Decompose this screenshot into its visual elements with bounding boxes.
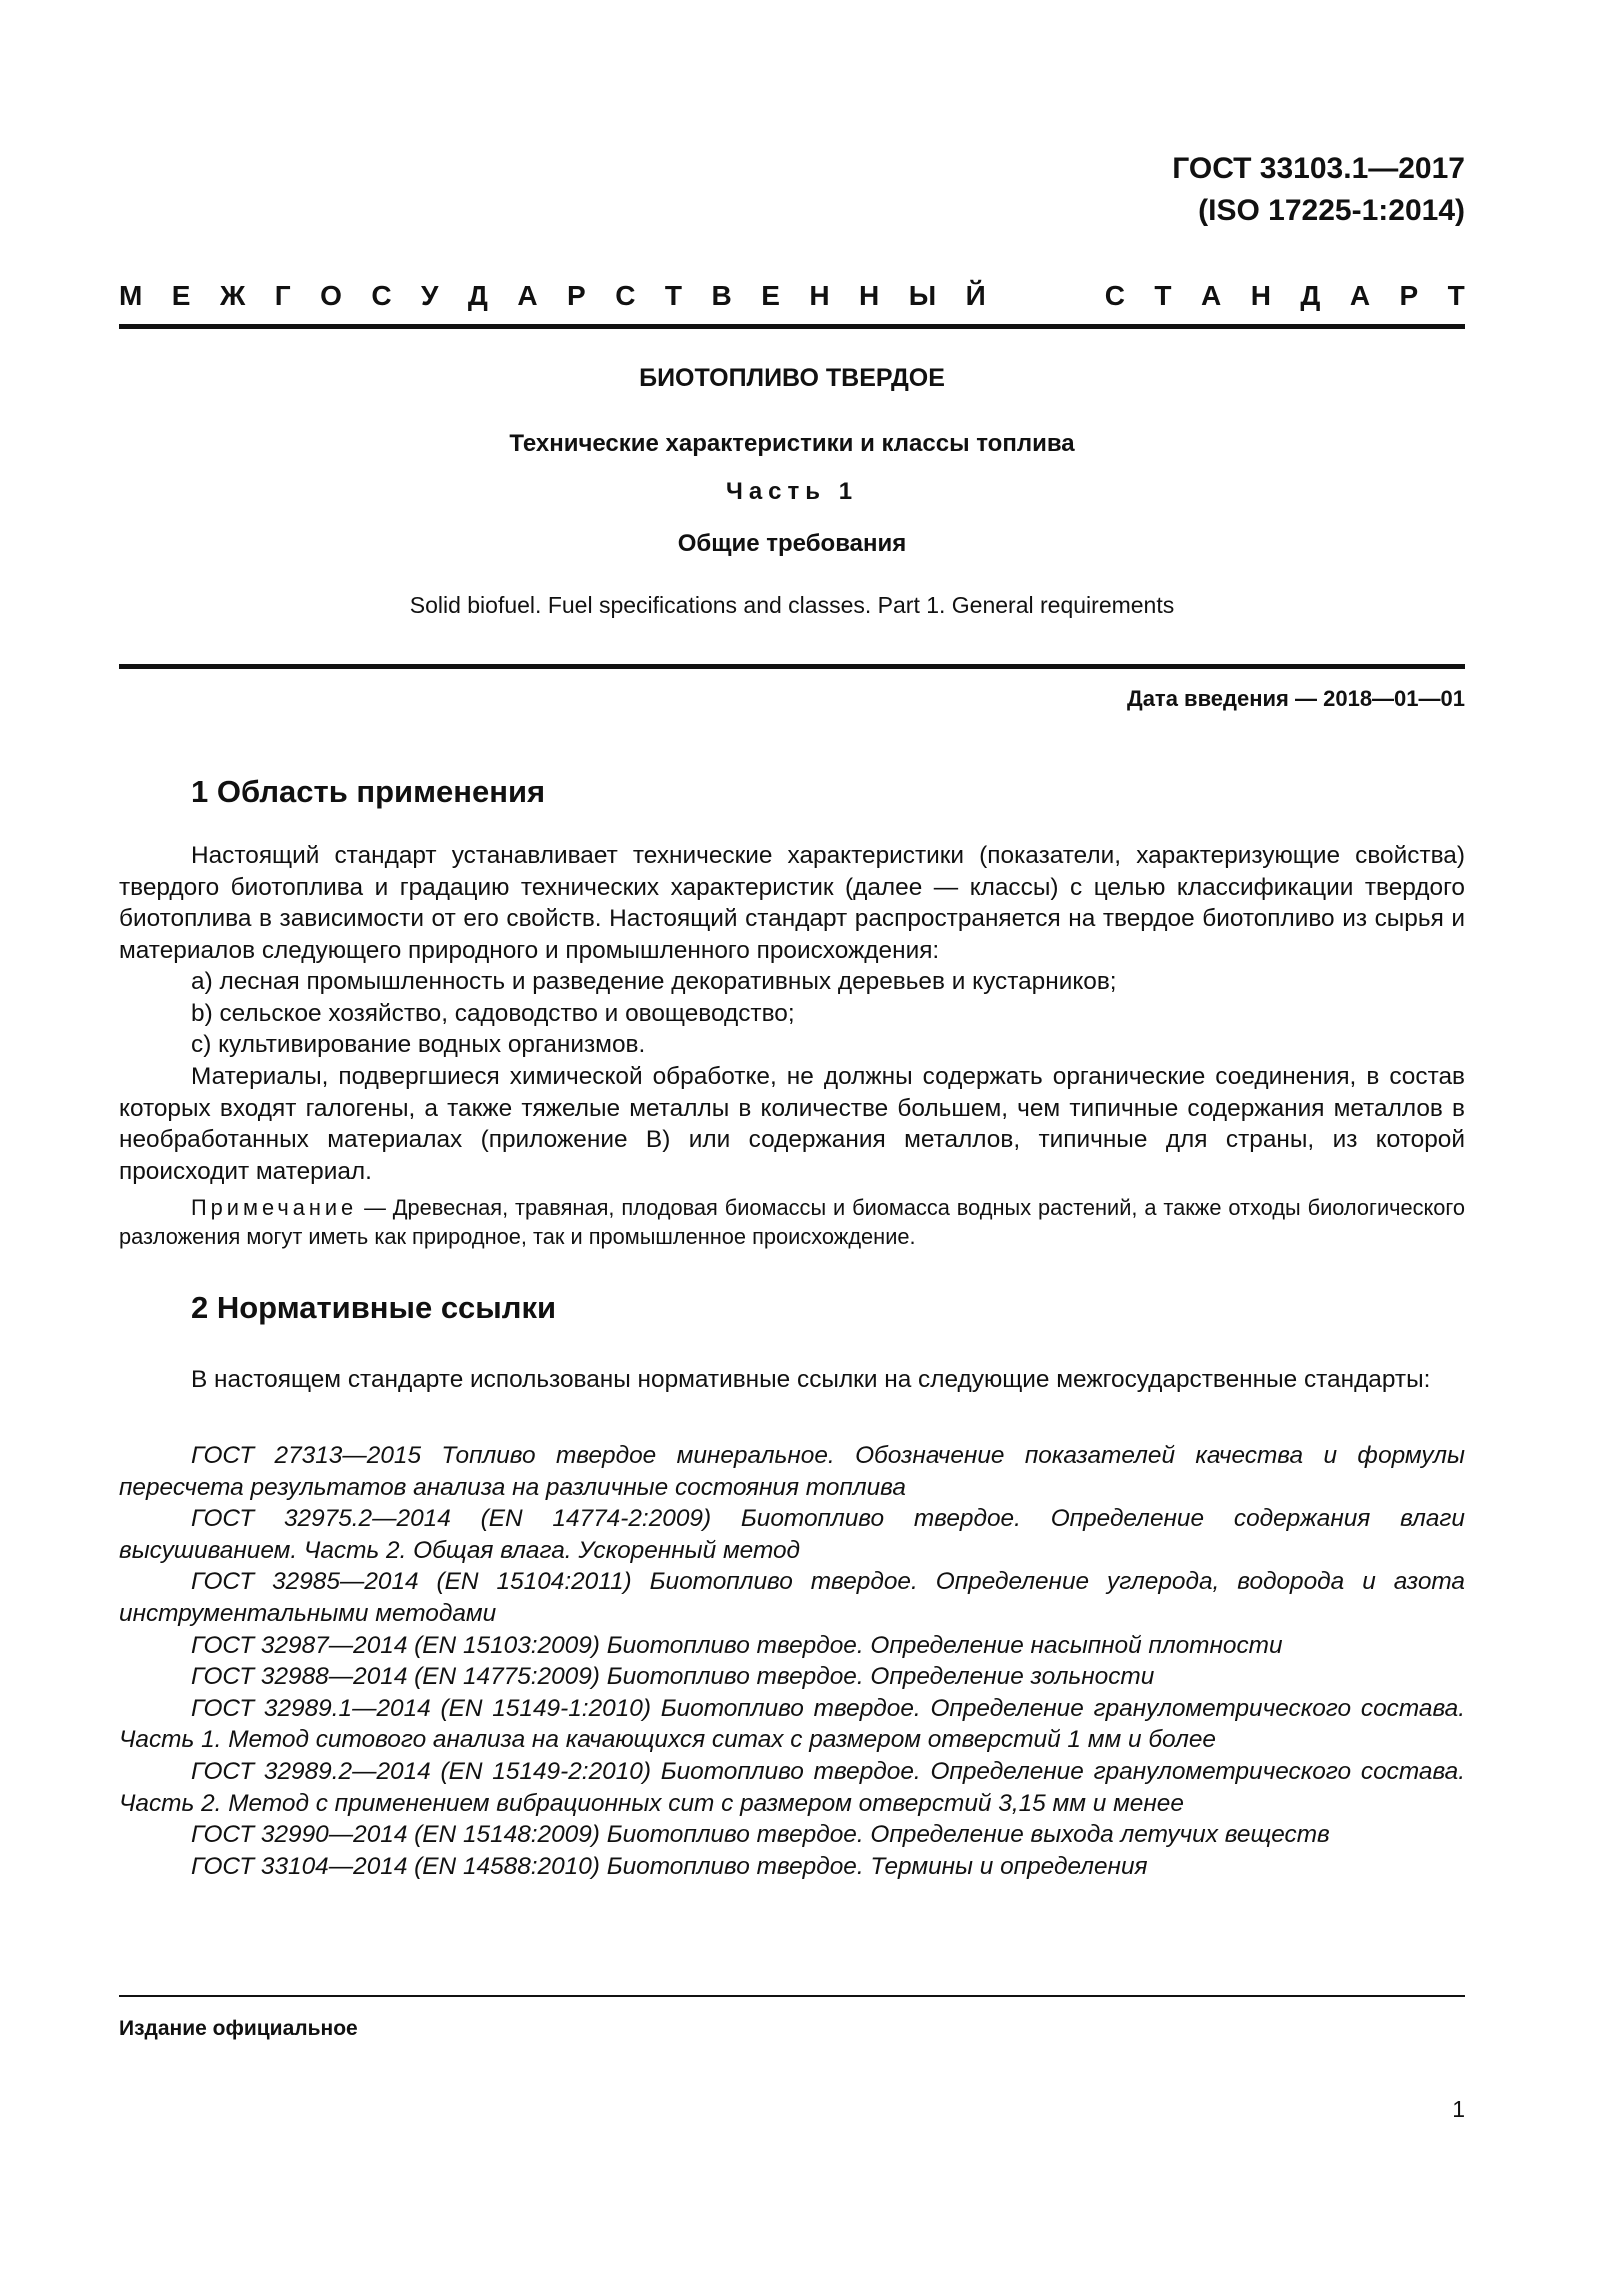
header-rule (119, 324, 1465, 329)
banner-letter: Р (567, 280, 586, 311)
banner-letter: Т (664, 280, 683, 311)
reference-item: ГОСТ 32989.2—2014 (EN 15149-2:2010) Биотопливо твердое. Определение гранулометрического состава. Часть 2. Метод с применением вибрационных сит с размером отверстий 3,15 мм и менее (119, 1757, 1465, 1817)
reference-item: ГОСТ 32987—2014 (EN 15103:2009) Биотопливо твердое. Определение насыпной плотности (191, 1631, 1283, 1659)
banner-letter: Ж (219, 280, 246, 311)
footer-rule (119, 1995, 1465, 1997)
standard-identifier (1172, 148, 1465, 232)
banner-letter: Р (1399, 280, 1419, 311)
page-number: 1 (1452, 2096, 1465, 2122)
banner-letter: Е (171, 280, 191, 311)
banner-letter: А (517, 280, 538, 311)
date-of-introduction: Дата введения — 2018—01—01 (1127, 686, 1465, 711)
section-1-paragraph: Материалы, подвергшиеся химической обработке, не должны содержать органические соединения, в состав которых входят галогены, а также тяжелые металлы в количестве большем, чем типичные содержания металлов в необработанных материалах (приложение В) или содержания металлов, типичные для страны, из которой происходит материал. (119, 1063, 1465, 1185)
banner-letter: Т (1154, 280, 1172, 311)
list-item: a) лесная промышленность и разведение декоративных деревьев и кустарников; (191, 968, 1117, 995)
normative-references-list (119, 1440, 1465, 1882)
official-edition-label: Издание официальное (119, 2017, 358, 2040)
banner-letter: С (371, 280, 392, 311)
section-1-heading: 1 Область применения (191, 774, 546, 809)
banner-letter: С (1104, 280, 1125, 311)
reference-item: ГОСТ 32975.2—2014 (EN 14774-2:2009) Биотопливо твердое. Определение содержания влаги высушиванием. Часть 2. Общая влага. Ускоренный метод (119, 1505, 1465, 1564)
reference-item: ГОСТ 27313—2015 Топливо твердое минеральное. Обозначение показателей качества и формулы пересчета результатов анализа на различные состояния топлива (119, 1442, 1465, 1501)
document-part: Часть 1 (725, 478, 859, 505)
banner-letter: Н (859, 280, 880, 311)
banner-letter: В (711, 280, 732, 311)
reference-item: ГОСТ 33104—2014 (EN 14588:2010) Биотопливо твердое. Термины и определения (191, 1852, 1148, 1880)
document-part-title: Общие требования (677, 530, 907, 557)
reference-item: ГОСТ 32985—2014 (EN 15104:2011) Биотопливо твердое. Определение углерода, водорода и азота инструментальными методами (119, 1568, 1465, 1627)
reference-item: ГОСТ 32988—2014 (EN 14775:2009) Биотопливо твердое. Определение зольности (191, 1663, 1155, 1691)
note-label: Примечание (191, 1195, 358, 1220)
banner-letter: А (1200, 280, 1222, 311)
document-title: БИОТОПЛИВО ТВЕРДОЕ (639, 364, 945, 392)
iso-number: (ISO 17225-1:2014) (1198, 194, 1465, 227)
title-rule (119, 664, 1465, 669)
section-2-heading: 2 Нормативные ссылки (191, 1290, 557, 1325)
note (119, 1193, 1465, 1251)
note-text: — Древесная, травяная, плодовая биомассы и биомасса водных растений, а также отходы биологического разложения могут иметь как природное, так и промышленное происхождение. (119, 1195, 1465, 1249)
banner-letter: М (119, 280, 143, 311)
english-title: Solid biofuel. Fuel specifications and classes. Part 1. General requirements (409, 592, 1175, 618)
banner-letter: Ы (908, 280, 937, 311)
banner-letter: У (421, 280, 439, 311)
list-item: c) культивирование водных организмов. (191, 1031, 646, 1058)
reference-item: ГОСТ 32990—2014 (EN 15148:2009) Биотопливо твердое. Определение выхода летучих веществ (191, 1821, 1330, 1849)
banner-letter: Т (1447, 280, 1465, 311)
interstate-standard-banner (119, 280, 1465, 316)
banner-letter: Е (761, 280, 780, 311)
banner-letter: Д (467, 280, 488, 311)
document-subtitle: Технические характеристики и классы топлива (509, 430, 1075, 457)
document-page (119, 0, 1465, 2283)
reference-item: ГОСТ 32989.1—2014 (EN 15149-1:2010) Биотопливо твердое. Определение гранулометрического состава. Часть 1. Метод ситового анализа на качающихся ситах с размером отверстий 1 мм и более (119, 1694, 1465, 1754)
banner-letter: С (615, 280, 636, 311)
banner-letter: Й (965, 280, 986, 311)
banner-letter: Д (1300, 280, 1321, 311)
section-2-intro: В настоящем стандарте использованы нормативные ссылки на следующие межгосударственные стандарты: (191, 1366, 1431, 1393)
section-1-paragraph: Настоящий стандарт устанавливает технические характеристики (показатели, характеризующие свойства) твердого биотоплива и градацию технических характеристик (далее — классы) с целью классификации твердого биотоплива в зависимости от его свойств. Настоящий стандарт распространяется на твердое биотопливо из сырья и материалов следующего природного и промышленного происхождения: (119, 842, 1465, 964)
gost-number: ГОСТ 33103.1—2017 (1172, 152, 1465, 185)
banner-word-gap (1015, 280, 1075, 316)
banner-letter: Н (1250, 280, 1271, 311)
banner-letter: А (1349, 280, 1371, 311)
banner-letter: О (320, 280, 342, 311)
banner-letter: Г (274, 280, 291, 311)
banner-letter: Н (809, 280, 830, 311)
list-item: b) сельское хозяйство, садоводство и овощеводство; (191, 1000, 795, 1027)
